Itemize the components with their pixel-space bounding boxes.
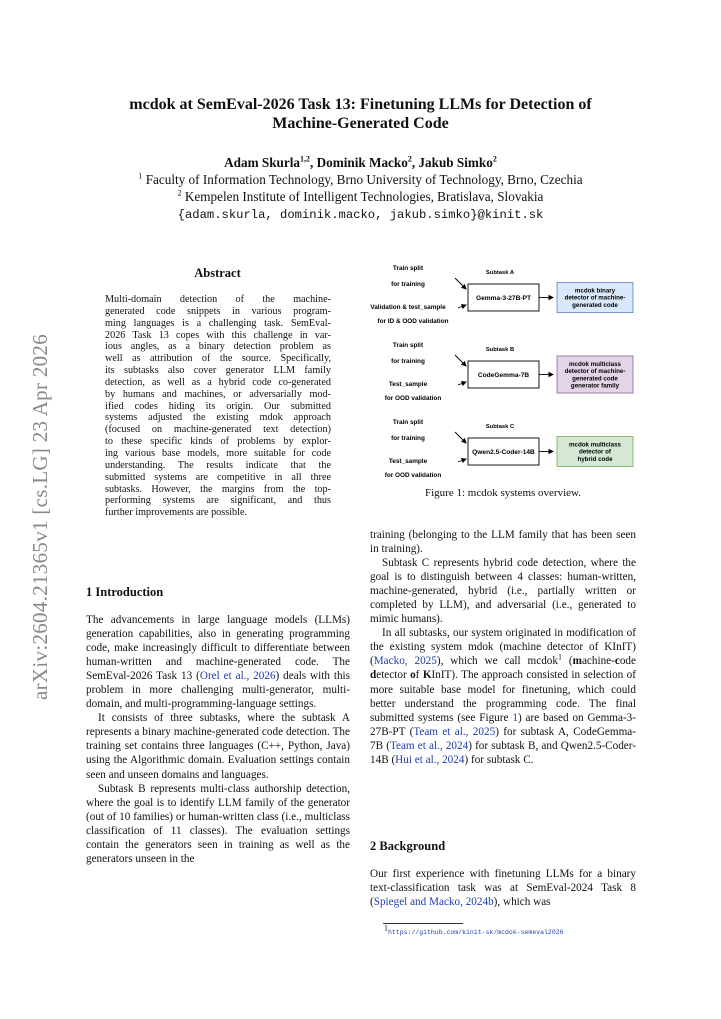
arrow [455, 278, 466, 289]
text: f [415, 669, 423, 682]
author-block [60, 154, 661, 224]
text: The advancements in large language models (LLMs) generation capabilities, also in generating programming code, make increasingly difficult to differentiate between human-written and machine-generated code. The SemEval-2026 Task 13 ( [86, 614, 350, 683]
abstract-line: ious angles, as a binary detection problem as [105, 341, 331, 353]
title-line-1: mcdok at SemEval-2026 Task 13: Finetuning LLMs for Detection of [129, 96, 592, 113]
input-label: for OOD validation [384, 395, 442, 402]
affiliation-text: Faculty of Information Technology, Brno University of Technology, Brno, Czechia [145, 172, 583, 187]
detector-output-label: generated code [572, 375, 618, 383]
paragraph [370, 626, 636, 766]
text: ode [619, 655, 636, 668]
input-label: for ID & OOD validation [377, 318, 449, 325]
footnote-mark[interactable]: 1 [557, 652, 562, 662]
text: ), which we call mcdok [436, 655, 558, 668]
section-heading-introduction: 1 Introduction [86, 585, 164, 599]
abstract-line: understanding. The results indicate that the [105, 459, 331, 471]
input-label: Train split [392, 419, 424, 426]
affiliation-1 [60, 171, 661, 188]
subtask-label: Subtask B [485, 347, 515, 353]
author-emails [60, 205, 661, 224]
author-name: Dominik Macko [316, 155, 408, 170]
abstract-body [105, 294, 331, 519]
model-name: CodeGemma-7B [477, 372, 530, 379]
acronym-letter: c [614, 655, 620, 668]
citation-link[interactable]: Team et al., 2024 [389, 739, 469, 752]
text: etector [376, 669, 411, 682]
footnote-number: 1 [384, 923, 388, 933]
abstract-line: performing systems are significant, and thus [105, 495, 331, 507]
input-label: Train split [392, 342, 424, 349]
subtask-label: Subtask A [485, 270, 515, 276]
detector-output-label: detector of machine- [564, 294, 626, 302]
detector-output-label: generator family [570, 382, 620, 390]
acronym-letter: o [410, 669, 416, 682]
abstract-line: generated code snippets in various program- [105, 305, 331, 317]
acronym-letter: K [422, 669, 432, 682]
citation-link[interactable]: Orel et al., 2026 [199, 670, 276, 683]
text: ), which was [493, 896, 551, 909]
section-heading-background: 2 Background [370, 839, 446, 853]
affiliation-mark: 2 [492, 154, 497, 164]
text: ) deals with this problem in more challenging multi-generator, multi-domain, and multi-programming-language settings. [86, 670, 350, 711]
arxiv-sidebar [26, 300, 62, 700]
affiliation-mark: 2 [407, 154, 412, 164]
acronym-letter: d [370, 669, 377, 682]
abstract-line: submitted systems are competitive in all three [105, 471, 331, 483]
text: ( [561, 655, 573, 668]
affiliation-text: Kempelen Institute of Intelligent Technologies, Bratislava, Slovakia [184, 189, 544, 204]
affiliation-mark: 1,2 [300, 154, 311, 164]
detector-output-label: generated code [572, 301, 618, 309]
citation-link[interactable]: Team et al., 2025 [413, 725, 496, 738]
abstract-line: ming languages is a challenging task. SemEval- [105, 317, 331, 329]
detector-output-label: detector of machine- [564, 368, 626, 376]
author-name: Jakub Simko [418, 155, 493, 170]
paragraph: training (belonging to the LLM family that has been seen in training). [370, 529, 636, 556]
abstract-line: by humans and machines, or adversarially mod- [105, 388, 331, 400]
paragraph: Subtask C represents hybrid code detection, where the goal is to distinguish between 4 classes: human-written, machine-generated, hybrid (i.e., partially written or completed by LLM), and adversarial (i.e., generated to mimic humans). [370, 557, 636, 626]
figure-reference-link[interactable]: 1 [512, 711, 518, 724]
arrow [458, 459, 466, 462]
text: achine- [581, 655, 615, 668]
footnote-url-link[interactable]: https://github.com/kinit-sk/mcdok-semeval2026 [388, 929, 564, 936]
paragraph [370, 867, 636, 909]
paragraph [86, 613, 350, 711]
systems-overview-diagram [367, 262, 639, 479]
email-domain: @kinit.sk [477, 208, 544, 222]
citation-link[interactable]: Spiegel and Macko, 2024b [373, 896, 494, 909]
abstract-line: detection, as well as a hybrid code co-generated [105, 376, 331, 388]
abstract-line: subtasks. However, the margins from the top- [105, 483, 331, 495]
abstract-line: (focused on machine-generated text detection) [105, 424, 331, 436]
abstract-line: Multi-domain detection of the machine- [105, 294, 331, 305]
abstract-line: systems adjusted the existing mdok approach [105, 412, 331, 424]
citation-link[interactable]: Hui et al., 2024 [395, 753, 465, 766]
affiliation-2 [60, 188, 661, 205]
abstract-line: ified codes hiding its origin. Our submitted [105, 400, 331, 412]
background-body [370, 867, 636, 909]
paragraph: Subtask B represents multi-class authorship detection, where the goal is to identify LLM family of the generator (out of 10 families) or human-written class (i.e., multiclass classification of 11 classes). The evaluation settings contain the generators seen in training as well as the generators unseen in the [86, 782, 350, 865]
abstract-line: to these specific kinds of problems by explor- [105, 436, 331, 448]
arrow [458, 305, 466, 308]
author-name: Adam Skurla [224, 155, 301, 170]
model-name: Qwen2.5-Coder-14B [472, 449, 535, 456]
email-list: {adam.skurla, dominik.macko, jakub.simko} [177, 208, 478, 222]
introduction-body [86, 613, 350, 866]
footnote [384, 923, 564, 936]
title-line-2: Machine-Generated Code [272, 115, 449, 132]
text: ) are based on Gemma-3-27B-PT ( [370, 711, 636, 738]
detector-output-label: hybrid code [577, 455, 613, 463]
abstract-heading: Abstract [194, 266, 241, 280]
affiliation-mark: 2 [177, 188, 182, 198]
input-label: Train split [392, 265, 424, 272]
acronym-letter: m [572, 655, 582, 668]
abstract-line: further improvements are possible. [105, 507, 248, 519]
author-names: Adam Skurla$^{1,2}$, Dominik Macko$^2$, Jakub Simko$^2$ [224, 154, 497, 170]
abstract-line: its subtasks also cover generator LLM family [105, 365, 331, 377]
detector-output-label: mcdok binary [574, 287, 616, 295]
abstract-line: 2026 Task 13 copes with this challenge in var- [105, 329, 331, 341]
input-label: for training [391, 281, 425, 288]
text: ) for subtask B, and Qwen2.5-Coder-14B ( [370, 739, 636, 766]
input-label: Validation & test_sample [370, 304, 446, 311]
text: Our first experience with finetuning LLMs for a binary text-classification task was at SemEval-2024 Task 8 ( [370, 868, 636, 909]
arrow [455, 355, 466, 366]
input-label: Test_sample [388, 381, 428, 388]
detector-output-label: detector of [579, 448, 611, 456]
right-column-body [370, 528, 636, 767]
abstract-line: ing various base models, more suitable for code [105, 447, 331, 459]
input-label: for OOD validation [384, 472, 442, 479]
input-label: for training [391, 358, 425, 365]
figure-caption: Figure 1: mcdok systems overview. [424, 487, 581, 499]
citation-link[interactable]: Macko, 2025 [373, 655, 437, 668]
detector-output-label: mcdok multiclass [569, 441, 621, 449]
text: In all subtasks, our system originated in modification of the existing system mdok (machine detector of KInIT) ( [370, 627, 636, 668]
affiliation-mark: 1 [138, 171, 143, 181]
paper-title [60, 95, 661, 133]
arxiv-identifier: arXiv:2604.21365v1 [cs.LG] 23 Apr 2026 [28, 333, 52, 700]
text: InIT). The approach consisted in selection of more suitable base model for finetuning, which could better understand the programming code. The final submitted systems (see Figure [370, 669, 636, 724]
input-label: for training [391, 435, 425, 442]
text: ) for subtask A, CodeGemma-7B ( [370, 725, 636, 752]
abstract-line: well as attribution of the source. Specifically, [105, 353, 331, 365]
text: ) for subtask C. [464, 753, 534, 766]
subtask-label: Subtask C [485, 424, 515, 430]
detector-output-label: mcdok multiclass [569, 360, 621, 368]
footnote-divider [383, 923, 463, 924]
arrow [458, 382, 466, 385]
paragraph: It consists of three subtasks, where the subtask A represents a binary machine-generated code detection. The training set contains three languages (C++, Python, Java) using the Algorithmic domain. Evaluation settings contain seen and unseen domains and languages. [86, 712, 350, 781]
input-label: Test_sample [388, 458, 428, 465]
model-name: Gemma-3-27B-PT [476, 295, 531, 302]
arrow [455, 432, 466, 443]
figure-1 [367, 262, 639, 479]
